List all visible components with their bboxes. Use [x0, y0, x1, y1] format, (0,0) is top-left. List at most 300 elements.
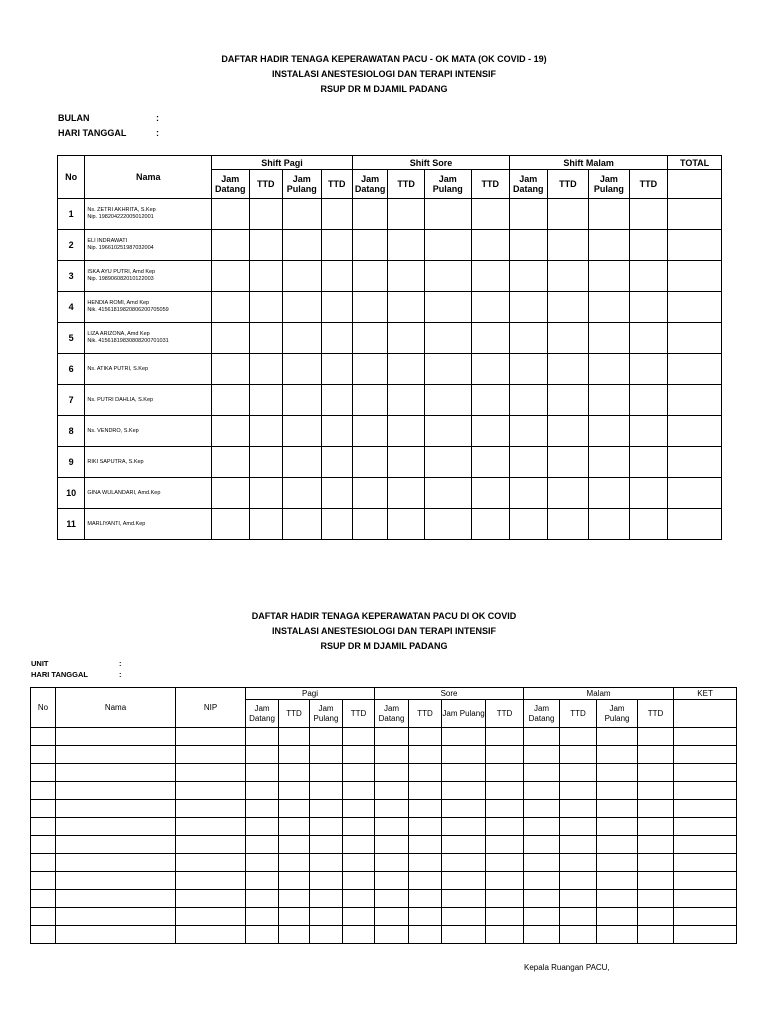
entry-cell[interactable] [629, 323, 668, 354]
entry-cell[interactable] [674, 926, 737, 944]
entry-cell[interactable] [310, 926, 343, 944]
entry-cell[interactable] [524, 872, 560, 890]
entry-cell[interactable] [547, 509, 589, 540]
entry-cell[interactable] [424, 323, 471, 354]
entry-cell[interactable] [547, 447, 589, 478]
entry-cell[interactable] [442, 890, 486, 908]
entry-cell[interactable] [424, 199, 471, 230]
entry-cell[interactable] [409, 908, 442, 926]
entry-cell[interactable] [343, 728, 375, 746]
entry-cell[interactable] [283, 199, 322, 230]
entry-cell[interactable] [547, 292, 589, 323]
entry-cell[interactable] [668, 416, 722, 447]
entry-cell[interactable] [31, 872, 56, 890]
entry-cell[interactable] [409, 800, 442, 818]
entry-cell[interactable] [321, 509, 352, 540]
entry-cell[interactable] [409, 836, 442, 854]
entry-cell[interactable] [560, 854, 597, 872]
entry-cell[interactable] [310, 818, 343, 836]
entry-cell[interactable] [597, 836, 638, 854]
entry-cell[interactable] [510, 354, 548, 385]
entry-cell[interactable] [212, 292, 250, 323]
entry-cell[interactable] [321, 261, 352, 292]
entry-cell[interactable] [246, 782, 279, 800]
entry-cell[interactable] [668, 478, 722, 509]
entry-cell[interactable] [279, 818, 310, 836]
entry-cell[interactable] [31, 836, 56, 854]
entry-cell[interactable] [31, 890, 56, 908]
entry-cell[interactable] [375, 872, 409, 890]
entry-cell[interactable] [486, 872, 524, 890]
entry-cell[interactable] [375, 764, 409, 782]
entry-cell[interactable] [674, 800, 737, 818]
entry-cell[interactable] [589, 447, 630, 478]
entry-cell[interactable] [560, 908, 597, 926]
entry-cell[interactable] [597, 908, 638, 926]
entry-cell[interactable] [629, 230, 668, 261]
entry-cell[interactable] [352, 323, 387, 354]
entry-cell[interactable] [56, 926, 176, 944]
entry-cell[interactable] [589, 199, 630, 230]
entry-cell[interactable] [310, 890, 343, 908]
entry-cell[interactable] [283, 416, 322, 447]
entry-cell[interactable] [524, 782, 560, 800]
entry-cell[interactable] [560, 782, 597, 800]
entry-cell[interactable] [56, 854, 176, 872]
entry-cell[interactable] [246, 926, 279, 944]
entry-cell[interactable] [279, 728, 310, 746]
entry-cell[interactable] [279, 764, 310, 782]
entry-cell[interactable] [352, 385, 387, 416]
entry-cell[interactable] [524, 890, 560, 908]
entry-cell[interactable] [629, 478, 668, 509]
entry-cell[interactable] [176, 818, 246, 836]
entry-cell[interactable] [343, 746, 375, 764]
entry-cell[interactable] [597, 800, 638, 818]
entry-cell[interactable] [176, 764, 246, 782]
entry-cell[interactable] [547, 385, 589, 416]
entry-cell[interactable] [442, 872, 486, 890]
entry-cell[interactable] [409, 890, 442, 908]
entry-cell[interactable] [343, 836, 375, 854]
entry-cell[interactable] [471, 230, 510, 261]
entry-cell[interactable] [510, 292, 548, 323]
entry-cell[interactable] [388, 478, 424, 509]
entry-cell[interactable] [424, 292, 471, 323]
entry-cell[interactable] [56, 782, 176, 800]
entry-cell[interactable] [638, 836, 674, 854]
entry-cell[interactable] [246, 818, 279, 836]
entry-cell[interactable] [510, 509, 548, 540]
entry-cell[interactable] [388, 261, 424, 292]
entry-cell[interactable] [321, 385, 352, 416]
entry-cell[interactable] [212, 447, 250, 478]
entry-cell[interactable] [321, 354, 352, 385]
entry-cell[interactable] [212, 478, 250, 509]
entry-cell[interactable] [388, 199, 424, 230]
entry-cell[interactable] [279, 890, 310, 908]
entry-cell[interactable] [510, 478, 548, 509]
entry-cell[interactable] [629, 292, 668, 323]
entry-cell[interactable] [638, 782, 674, 800]
entry-cell[interactable] [597, 854, 638, 872]
entry-cell[interactable] [560, 728, 597, 746]
entry-cell[interactable] [471, 323, 510, 354]
entry-cell[interactable] [176, 800, 246, 818]
entry-cell[interactable] [388, 230, 424, 261]
entry-cell[interactable] [56, 890, 176, 908]
entry-cell[interactable] [638, 818, 674, 836]
entry-cell[interactable] [352, 292, 387, 323]
entry-cell[interactable] [471, 354, 510, 385]
entry-cell[interactable] [212, 385, 250, 416]
entry-cell[interactable] [279, 908, 310, 926]
entry-cell[interactable] [249, 509, 282, 540]
entry-cell[interactable] [486, 854, 524, 872]
entry-cell[interactable] [510, 447, 548, 478]
entry-cell[interactable] [668, 509, 722, 540]
entry-cell[interactable] [249, 478, 282, 509]
entry-cell[interactable] [352, 199, 387, 230]
entry-cell[interactable] [310, 836, 343, 854]
entry-cell[interactable] [486, 782, 524, 800]
entry-cell[interactable] [375, 926, 409, 944]
entry-cell[interactable] [597, 764, 638, 782]
entry-cell[interactable] [388, 323, 424, 354]
entry-cell[interactable] [31, 728, 56, 746]
entry-cell[interactable] [321, 478, 352, 509]
entry-cell[interactable] [638, 908, 674, 926]
entry-cell[interactable] [176, 926, 246, 944]
entry-cell[interactable] [442, 728, 486, 746]
entry-cell[interactable] [246, 728, 279, 746]
entry-cell[interactable] [589, 230, 630, 261]
entry-cell[interactable] [283, 478, 322, 509]
entry-cell[interactable] [375, 854, 409, 872]
entry-cell[interactable] [471, 416, 510, 447]
entry-cell[interactable] [629, 199, 668, 230]
entry-cell[interactable] [674, 746, 737, 764]
entry-cell[interactable] [283, 447, 322, 478]
entry-cell[interactable] [560, 872, 597, 890]
entry-cell[interactable] [310, 908, 343, 926]
entry-cell[interactable] [510, 385, 548, 416]
entry-cell[interactable] [486, 836, 524, 854]
entry-cell[interactable] [589, 416, 630, 447]
entry-cell[interactable] [343, 872, 375, 890]
entry-cell[interactable] [597, 926, 638, 944]
entry-cell[interactable] [246, 746, 279, 764]
entry-cell[interactable] [388, 354, 424, 385]
entry-cell[interactable] [668, 261, 722, 292]
entry-cell[interactable] [409, 746, 442, 764]
entry-cell[interactable] [56, 836, 176, 854]
entry-cell[interactable] [589, 354, 630, 385]
entry-cell[interactable] [471, 478, 510, 509]
entry-cell[interactable] [597, 818, 638, 836]
entry-cell[interactable] [321, 416, 352, 447]
entry-cell[interactable] [176, 872, 246, 890]
entry-cell[interactable] [246, 836, 279, 854]
entry-cell[interactable] [409, 782, 442, 800]
entry-cell[interactable] [246, 890, 279, 908]
entry-cell[interactable] [424, 478, 471, 509]
entry-cell[interactable] [283, 354, 322, 385]
entry-cell[interactable] [442, 800, 486, 818]
entry-cell[interactable] [674, 890, 737, 908]
entry-cell[interactable] [352, 478, 387, 509]
entry-cell[interactable] [352, 261, 387, 292]
entry-cell[interactable] [375, 908, 409, 926]
entry-cell[interactable] [375, 800, 409, 818]
entry-cell[interactable] [343, 908, 375, 926]
entry-cell[interactable] [310, 764, 343, 782]
entry-cell[interactable] [321, 447, 352, 478]
entry-cell[interactable] [249, 416, 282, 447]
entry-cell[interactable] [321, 292, 352, 323]
entry-cell[interactable] [629, 385, 668, 416]
entry-cell[interactable] [510, 230, 548, 261]
entry-cell[interactable] [547, 478, 589, 509]
entry-cell[interactable] [589, 292, 630, 323]
entry-cell[interactable] [310, 728, 343, 746]
entry-cell[interactable] [524, 746, 560, 764]
entry-cell[interactable] [510, 416, 548, 447]
entry-cell[interactable] [31, 800, 56, 818]
entry-cell[interactable] [510, 199, 548, 230]
entry-cell[interactable] [668, 230, 722, 261]
entry-cell[interactable] [352, 447, 387, 478]
entry-cell[interactable] [343, 782, 375, 800]
entry-cell[interactable] [212, 354, 250, 385]
entry-cell[interactable] [388, 447, 424, 478]
entry-cell[interactable] [486, 764, 524, 782]
entry-cell[interactable] [547, 199, 589, 230]
entry-cell[interactable] [589, 261, 630, 292]
entry-cell[interactable] [629, 261, 668, 292]
entry-cell[interactable] [486, 728, 524, 746]
entry-cell[interactable] [560, 764, 597, 782]
entry-cell[interactable] [56, 728, 176, 746]
entry-cell[interactable] [589, 478, 630, 509]
entry-cell[interactable] [310, 746, 343, 764]
entry-cell[interactable] [589, 385, 630, 416]
entry-cell[interactable] [674, 818, 737, 836]
entry-cell[interactable] [442, 764, 486, 782]
entry-cell[interactable] [524, 926, 560, 944]
entry-cell[interactable] [310, 800, 343, 818]
entry-cell[interactable] [486, 800, 524, 818]
entry-cell[interactable] [56, 908, 176, 926]
entry-cell[interactable] [674, 782, 737, 800]
entry-cell[interactable] [629, 447, 668, 478]
entry-cell[interactable] [352, 416, 387, 447]
entry-cell[interactable] [638, 728, 674, 746]
entry-cell[interactable] [638, 800, 674, 818]
entry-cell[interactable] [668, 385, 722, 416]
entry-cell[interactable] [442, 782, 486, 800]
entry-cell[interactable] [471, 385, 510, 416]
entry-cell[interactable] [409, 926, 442, 944]
entry-cell[interactable] [589, 509, 630, 540]
entry-cell[interactable] [388, 509, 424, 540]
entry-cell[interactable] [31, 782, 56, 800]
entry-cell[interactable] [597, 746, 638, 764]
entry-cell[interactable] [31, 908, 56, 926]
entry-cell[interactable] [471, 509, 510, 540]
entry-cell[interactable] [310, 872, 343, 890]
entry-cell[interactable] [668, 354, 722, 385]
entry-cell[interactable] [279, 782, 310, 800]
entry-cell[interactable] [176, 908, 246, 926]
entry-cell[interactable] [388, 416, 424, 447]
entry-cell[interactable] [668, 199, 722, 230]
entry-cell[interactable] [56, 764, 176, 782]
entry-cell[interactable] [343, 890, 375, 908]
entry-cell[interactable] [674, 908, 737, 926]
entry-cell[interactable] [442, 854, 486, 872]
entry-cell[interactable] [409, 818, 442, 836]
entry-cell[interactable] [279, 800, 310, 818]
entry-cell[interactable] [597, 728, 638, 746]
entry-cell[interactable] [674, 854, 737, 872]
entry-cell[interactable] [638, 746, 674, 764]
entry-cell[interactable] [409, 854, 442, 872]
entry-cell[interactable] [321, 199, 352, 230]
entry-cell[interactable] [629, 416, 668, 447]
entry-cell[interactable] [352, 230, 387, 261]
entry-cell[interactable] [31, 854, 56, 872]
entry-cell[interactable] [442, 836, 486, 854]
entry-cell[interactable] [674, 836, 737, 854]
entry-cell[interactable] [375, 836, 409, 854]
entry-cell[interactable] [668, 323, 722, 354]
entry-cell[interactable] [212, 261, 250, 292]
entry-cell[interactable] [343, 800, 375, 818]
entry-cell[interactable] [31, 818, 56, 836]
entry-cell[interactable] [352, 509, 387, 540]
entry-cell[interactable] [674, 872, 737, 890]
entry-cell[interactable] [674, 728, 737, 746]
entry-cell[interactable] [560, 800, 597, 818]
entry-cell[interactable] [668, 292, 722, 323]
entry-cell[interactable] [424, 416, 471, 447]
entry-cell[interactable] [597, 890, 638, 908]
entry-cell[interactable] [249, 447, 282, 478]
entry-cell[interactable] [409, 872, 442, 890]
entry-cell[interactable] [424, 509, 471, 540]
entry-cell[interactable] [246, 764, 279, 782]
entry-cell[interactable] [283, 509, 322, 540]
entry-cell[interactable] [674, 764, 737, 782]
entry-cell[interactable] [486, 746, 524, 764]
entry-cell[interactable] [176, 836, 246, 854]
entry-cell[interactable] [638, 890, 674, 908]
entry-cell[interactable] [375, 818, 409, 836]
entry-cell[interactable] [176, 890, 246, 908]
entry-cell[interactable] [56, 818, 176, 836]
entry-cell[interactable] [388, 292, 424, 323]
entry-cell[interactable] [283, 230, 322, 261]
entry-cell[interactable] [486, 926, 524, 944]
entry-cell[interactable] [176, 782, 246, 800]
entry-cell[interactable] [212, 199, 250, 230]
entry-cell[interactable] [524, 836, 560, 854]
entry-cell[interactable] [388, 385, 424, 416]
entry-cell[interactable] [560, 818, 597, 836]
entry-cell[interactable] [249, 323, 282, 354]
entry-cell[interactable] [471, 199, 510, 230]
entry-cell[interactable] [524, 728, 560, 746]
entry-cell[interactable] [56, 872, 176, 890]
entry-cell[interactable] [424, 447, 471, 478]
entry-cell[interactable] [638, 764, 674, 782]
entry-cell[interactable] [375, 890, 409, 908]
entry-cell[interactable] [246, 854, 279, 872]
entry-cell[interactable] [524, 854, 560, 872]
entry-cell[interactable] [343, 926, 375, 944]
entry-cell[interactable] [279, 836, 310, 854]
entry-cell[interactable] [56, 800, 176, 818]
entry-cell[interactable] [310, 854, 343, 872]
entry-cell[interactable] [524, 818, 560, 836]
entry-cell[interactable] [510, 261, 548, 292]
entry-cell[interactable] [249, 354, 282, 385]
entry-cell[interactable] [442, 818, 486, 836]
entry-cell[interactable] [442, 926, 486, 944]
entry-cell[interactable] [547, 354, 589, 385]
entry-cell[interactable] [589, 323, 630, 354]
entry-cell[interactable] [212, 509, 250, 540]
entry-cell[interactable] [176, 746, 246, 764]
entry-cell[interactable] [442, 908, 486, 926]
entry-cell[interactable] [629, 509, 668, 540]
entry-cell[interactable] [668, 447, 722, 478]
entry-cell[interactable] [212, 230, 250, 261]
entry-cell[interactable] [409, 728, 442, 746]
entry-cell[interactable] [471, 292, 510, 323]
entry-cell[interactable] [249, 261, 282, 292]
entry-cell[interactable] [524, 764, 560, 782]
entry-cell[interactable] [638, 926, 674, 944]
entry-cell[interactable] [176, 854, 246, 872]
entry-cell[interactable] [31, 746, 56, 764]
entry-cell[interactable] [629, 354, 668, 385]
entry-cell[interactable] [471, 447, 510, 478]
entry-cell[interactable] [343, 854, 375, 872]
entry-cell[interactable] [409, 764, 442, 782]
entry-cell[interactable] [560, 836, 597, 854]
entry-cell[interactable] [343, 818, 375, 836]
entry-cell[interactable] [246, 872, 279, 890]
entry-cell[interactable] [283, 385, 322, 416]
entry-cell[interactable] [375, 746, 409, 764]
entry-cell[interactable] [246, 800, 279, 818]
entry-cell[interactable] [424, 385, 471, 416]
entry-cell[interactable] [510, 323, 548, 354]
entry-cell[interactable] [547, 323, 589, 354]
entry-cell[interactable] [638, 872, 674, 890]
entry-cell[interactable] [424, 354, 471, 385]
entry-cell[interactable] [249, 385, 282, 416]
entry-cell[interactable] [283, 323, 322, 354]
entry-cell[interactable] [547, 261, 589, 292]
entry-cell[interactable] [486, 908, 524, 926]
entry-cell[interactable] [283, 261, 322, 292]
entry-cell[interactable] [424, 261, 471, 292]
entry-cell[interactable] [279, 746, 310, 764]
entry-cell[interactable] [279, 872, 310, 890]
